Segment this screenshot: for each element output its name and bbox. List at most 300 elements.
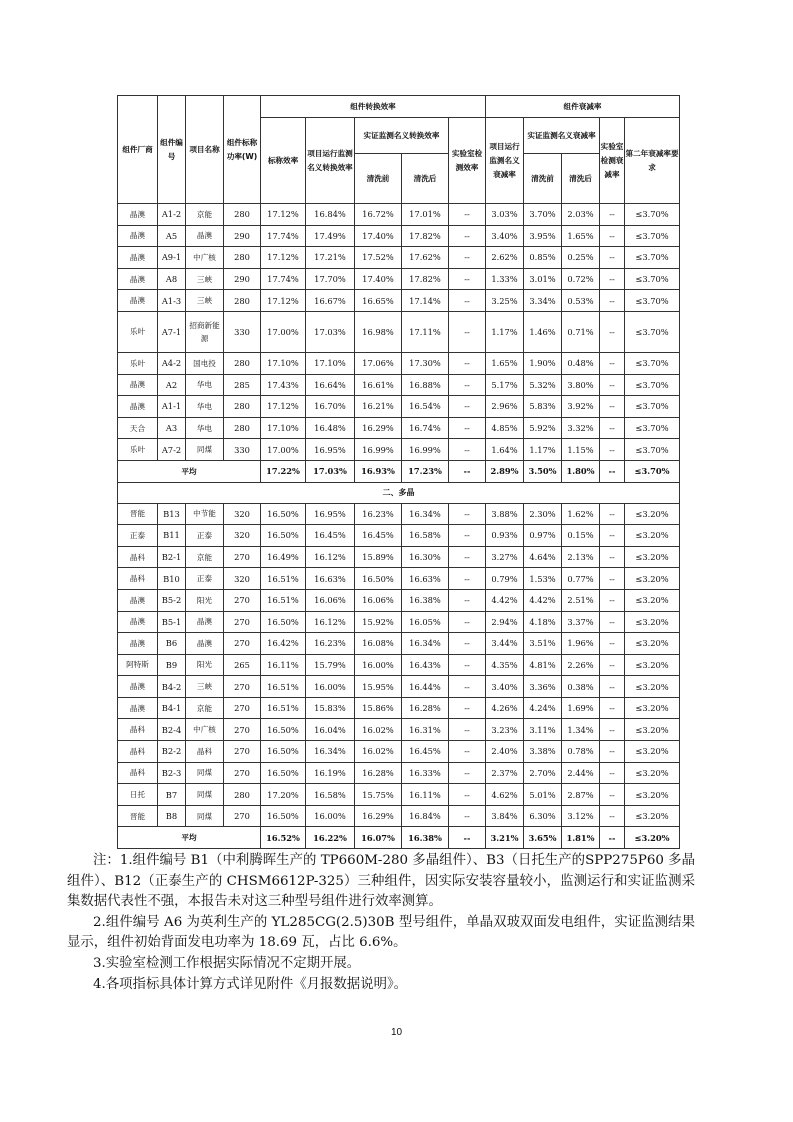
poly-cell: 16.45% (402, 741, 449, 763)
mono-section-body (118, 204, 680, 483)
mono-cell: 16.99% (355, 439, 402, 461)
poly-cell: 晶科 (186, 741, 224, 763)
poly-cell: ≤3.20% (625, 805, 680, 827)
poly-cell: B8 (158, 805, 186, 827)
poly-cell: 320 (224, 568, 261, 590)
poly-cell: ≤3.20% (625, 589, 680, 611)
poly-cell: B4-1 (158, 697, 186, 719)
mono-cell: 0.53% (562, 290, 600, 312)
mono-cell: 17.11% (402, 311, 449, 352)
mono-average-cell: 17.22% (261, 460, 306, 482)
mono-average-cell: 17.03% (306, 460, 355, 482)
poly-cell: 16.50% (261, 762, 306, 784)
mono-cell: A7-2 (158, 439, 186, 461)
poly-cell: B7 (158, 784, 186, 806)
poly-cell: 16.02% (355, 719, 402, 741)
mono-cell: 16.88% (402, 374, 449, 396)
poly-cell: -- (449, 525, 486, 547)
poly-cell: 1.62% (562, 503, 600, 525)
poly-cell: -- (600, 633, 625, 655)
poly-cell: -- (600, 546, 625, 568)
poly-cell: ≤3.20% (625, 762, 680, 784)
poly-average-cell: 3.65% (524, 827, 562, 849)
note-2: 2.组件编号 A6 为英利生产的 YL285CG(2.5)30B 型号组件，单晶双玻双面发电组件，实证监测结果显示，组件初始背面发电功率为 18.69 瓦，占比 6.6%。 (67, 914, 695, 951)
mono-cell: A5 (158, 225, 186, 247)
poly-cell: -- (449, 762, 486, 784)
poly-cell: 15.95% (355, 676, 402, 698)
poly-cell: 0.79% (486, 568, 524, 590)
mono-cell: ≤3.70% (625, 204, 680, 226)
poly-cell: ≤3.20% (625, 697, 680, 719)
poly-cell: 16.51% (261, 568, 306, 590)
poly-cell: 16.51% (261, 589, 306, 611)
mono-average-cell: 3.50% (524, 460, 562, 482)
poly-cell: 中节能 (186, 503, 224, 525)
poly-section-body (118, 503, 680, 849)
poly-cell: 16.63% (306, 568, 355, 590)
mono-cell: 280 (224, 247, 261, 269)
poly-cell: 2.94% (486, 611, 524, 633)
poly-cell: ≤3.20% (625, 546, 680, 568)
poly-cell: 3.12% (562, 805, 600, 827)
mono-cell: -- (600, 311, 625, 352)
poly-cell: 晶澳 (186, 611, 224, 633)
poly-cell: -- (449, 676, 486, 698)
poly-cell: -- (600, 525, 625, 547)
poly-cell: ≤3.20% (625, 654, 680, 676)
mono-row (118, 374, 680, 396)
poly-average-cell: 16.07% (355, 827, 402, 849)
poly-cell: ≤3.20% (625, 719, 680, 741)
mono-cell: 京能 (186, 204, 224, 226)
poly-cell: 15.75% (355, 784, 402, 806)
mono-cell: 17.12% (261, 204, 306, 226)
mono-cell: 16.72% (355, 204, 402, 226)
poly-cell: 4.26% (486, 697, 524, 719)
mono-cell: 5.83% (524, 396, 562, 418)
mono-average-cell: 17.23% (402, 460, 449, 482)
poly-average-cell: 平均 (118, 827, 261, 849)
poly-cell: 1.53% (524, 568, 562, 590)
poly-cell: 晋能 (118, 805, 158, 827)
poly-cell: 晶科 (118, 719, 158, 741)
mono-cell: 乐叶 (118, 352, 158, 374)
poly-cell: 0.97% (524, 525, 562, 547)
poly-cell: 晶科 (118, 568, 158, 590)
mono-cell: 2.96% (486, 396, 524, 418)
mono-cell: 16.95% (306, 439, 355, 461)
header-manufacturer: 组件厂商 (118, 96, 158, 204)
poly-cell: 15.89% (355, 546, 402, 568)
mono-cell: -- (449, 417, 486, 439)
mono-cell: 17.12% (261, 247, 306, 269)
poly-row (118, 741, 680, 763)
poly-cell: -- (600, 611, 625, 633)
mono-cell: ≤3.70% (625, 374, 680, 396)
mono-cell: 3.92% (562, 396, 600, 418)
poly-row (118, 568, 680, 590)
header-proj-decay: 项目运行监测名义衰减率 (486, 118, 524, 204)
mono-cell: A8 (158, 268, 186, 290)
mono-row (118, 290, 680, 312)
mono-cell: 晶澳 (118, 374, 158, 396)
poly-cell: 270 (224, 697, 261, 719)
poly-cell: 16.43% (402, 654, 449, 676)
poly-row (118, 762, 680, 784)
mono-cell: 招商新能源 (186, 311, 224, 352)
mono-row (118, 311, 680, 352)
mono-cell: ≤3.70% (625, 417, 680, 439)
poly-cell: 270 (224, 589, 261, 611)
mono-cell: 1.90% (524, 352, 562, 374)
poly-cell: -- (449, 741, 486, 763)
header-decay-before-clean: 清洗前 (524, 154, 562, 204)
poly-cell: -- (600, 568, 625, 590)
poly-cell: -- (600, 719, 625, 741)
poly-average-cell: 3.21% (486, 827, 524, 849)
poly-cell: ≤3.20% (625, 784, 680, 806)
poly-cell: 16.50% (261, 805, 306, 827)
poly-cell: ≤3.20% (625, 741, 680, 763)
poly-row (118, 503, 680, 525)
poly-cell: -- (449, 697, 486, 719)
poly-cell: 晶澳 (118, 589, 158, 611)
mono-cell: 2.03% (562, 204, 600, 226)
poly-cell: 4.81% (524, 654, 562, 676)
poly-cell: 同煤 (186, 805, 224, 827)
mono-cell: 17.52% (355, 247, 402, 269)
mono-cell: -- (449, 374, 486, 396)
poly-cell: 日托 (118, 784, 158, 806)
mono-cell: 16.61% (355, 374, 402, 396)
mono-cell: 17.40% (355, 225, 402, 247)
poly-cell: B2-3 (158, 762, 186, 784)
poly-cell: -- (600, 676, 625, 698)
poly-average-cell: 16.52% (261, 827, 306, 849)
poly-cell: 4.18% (524, 611, 562, 633)
poly-cell: 16.23% (306, 633, 355, 655)
mono-row (118, 225, 680, 247)
mono-cell: 3.03% (486, 204, 524, 226)
mono-cell: 三峡 (186, 290, 224, 312)
table-header (118, 96, 680, 204)
mono-average-cell: ≤3.70% (625, 460, 680, 482)
poly-cell: 2.40% (486, 741, 524, 763)
mono-cell: -- (600, 225, 625, 247)
poly-cell: 16.11% (261, 654, 306, 676)
poly-average-cell: 16.38% (402, 827, 449, 849)
poly-cell: B11 (158, 525, 186, 547)
poly-cell: B6 (158, 633, 186, 655)
poly-cell: -- (449, 805, 486, 827)
header-field-nominal-eff: 实证监测名义转换效率 (355, 118, 449, 154)
poly-cell: 270 (224, 546, 261, 568)
poly-cell: -- (600, 741, 625, 763)
poly-cell: -- (600, 805, 625, 827)
poly-cell: 2.87% (562, 784, 600, 806)
mono-cell: 17.06% (355, 352, 402, 374)
header-second-year: 第二年衰减率要求 (625, 118, 680, 204)
mono-cell: 天合 (118, 417, 158, 439)
mono-cell: 16.48% (306, 417, 355, 439)
poly-cell: 2.70% (524, 762, 562, 784)
poly-cell: 16.50% (261, 719, 306, 741)
mono-cell: 3.40% (486, 225, 524, 247)
mono-row (118, 247, 680, 269)
mono-cell: -- (449, 396, 486, 418)
poly-cell: 16.51% (261, 697, 306, 719)
mono-cell: 0.72% (562, 268, 600, 290)
poly-cell: 晶澳 (118, 611, 158, 633)
poly-cell: 16.29% (355, 805, 402, 827)
mono-row (118, 352, 680, 374)
poly-cell: 3.37% (562, 611, 600, 633)
mono-cell: 国电投 (186, 352, 224, 374)
poly-cell: 16.05% (402, 611, 449, 633)
mono-cell: ≤3.70% (625, 225, 680, 247)
poly-cell: 0.78% (562, 741, 600, 763)
mono-cell: 1.46% (524, 311, 562, 352)
poly-cell: 16.02% (355, 741, 402, 763)
header-eff-after-clean: 清洗后 (402, 154, 449, 204)
poly-cell: ≤3.20% (625, 503, 680, 525)
poly-row (118, 611, 680, 633)
poly-average-cell: ≤3.20% (625, 827, 680, 849)
poly-cell: B9 (158, 654, 186, 676)
poly-cell: -- (449, 503, 486, 525)
poly-cell: 3.51% (524, 633, 562, 655)
poly-cell: 正泰 (118, 525, 158, 547)
poly-cell: 16.58% (306, 784, 355, 806)
poly-cell: B4-2 (158, 676, 186, 698)
header-proj-nominal-eff: 项目运行监测名义转换效率 (306, 118, 355, 204)
poly-cell: -- (600, 784, 625, 806)
poly-cell: 3.27% (486, 546, 524, 568)
mono-cell: 17.21% (306, 247, 355, 269)
mono-cell: ≤3.70% (625, 268, 680, 290)
mono-cell: 16.64% (306, 374, 355, 396)
mono-cell: -- (600, 396, 625, 418)
poly-cell: 270 (224, 762, 261, 784)
header-group-conversion: 组件转换效率 (261, 96, 486, 118)
poly-cell: 4.24% (524, 697, 562, 719)
mono-cell: 17.10% (261, 417, 306, 439)
mono-cell: 华电 (186, 396, 224, 418)
poly-cell: 16.51% (261, 676, 306, 698)
poly-cell: 15.92% (355, 611, 402, 633)
poly-cell: 正泰 (186, 568, 224, 590)
poly-row (118, 805, 680, 827)
mono-cell: 0.71% (562, 311, 600, 352)
poly-cell: 3.11% (524, 719, 562, 741)
mono-cell: 17.62% (402, 247, 449, 269)
poly-average-cell: 1.81% (562, 827, 600, 849)
mono-cell: 17.40% (355, 268, 402, 290)
poly-cell: 16.00% (306, 676, 355, 698)
mono-cell: ≤3.70% (625, 247, 680, 269)
mono-cell: 3.95% (524, 225, 562, 247)
poly-cell: 16.95% (306, 503, 355, 525)
poly-cell: 3.36% (524, 676, 562, 698)
mono-cell: 17.01% (402, 204, 449, 226)
mono-cell: -- (600, 374, 625, 396)
poly-cell: 1.34% (562, 719, 600, 741)
mono-cell: 330 (224, 439, 261, 461)
poly-cell: 16.84% (402, 805, 449, 827)
poly-cell: 15.86% (355, 697, 402, 719)
poly-cell: 16.23% (355, 503, 402, 525)
mono-cell: 晶澳 (118, 204, 158, 226)
poly-cell: 4.42% (524, 589, 562, 611)
mono-cell: 3.80% (562, 374, 600, 396)
poly-cell: 0.15% (562, 525, 600, 547)
mono-cell: 16.84% (306, 204, 355, 226)
poly-cell: 晶澳 (118, 697, 158, 719)
poly-row (118, 525, 680, 547)
mono-cell: 2.62% (486, 247, 524, 269)
poly-cell: 16.49% (261, 546, 306, 568)
mono-cell: 17.30% (402, 352, 449, 374)
poly-cell: 1.69% (562, 697, 600, 719)
poly-cell: 3.38% (524, 741, 562, 763)
poly-cell: 4.42% (486, 589, 524, 611)
poly-row (118, 784, 680, 806)
mono-average-cell: -- (600, 460, 625, 482)
header-code: 组件编号 (158, 96, 186, 204)
poly-cell: -- (449, 568, 486, 590)
poly-cell: 2.51% (562, 589, 600, 611)
poly-cell: 2.26% (562, 654, 600, 676)
mono-average-cell: 2.89% (486, 460, 524, 482)
mono-cell: ≤3.70% (625, 290, 680, 312)
mono-cell: 晶澳 (118, 396, 158, 418)
mono-cell: 17.82% (402, 268, 449, 290)
mono-average-row (118, 460, 680, 482)
poly-cell: 320 (224, 525, 261, 547)
poly-cell: 4.35% (486, 654, 524, 676)
poly-cell: 265 (224, 654, 261, 676)
mono-cell: 晶澳 (118, 225, 158, 247)
mono-cell: 16.74% (402, 417, 449, 439)
mono-cell: A1-1 (158, 396, 186, 418)
poly-cell: 16.50% (261, 525, 306, 547)
mono-cell: 5.92% (524, 417, 562, 439)
mono-row (118, 396, 680, 418)
poly-cell: 阳光 (186, 589, 224, 611)
poly-cell: 270 (224, 719, 261, 741)
section-title-poly: 二、多晶 (118, 482, 680, 503)
mono-cell: A4-2 (158, 352, 186, 374)
mono-cell: 17.12% (261, 290, 306, 312)
mono-cell: 17.10% (306, 352, 355, 374)
mono-cell: 晶澳 (186, 225, 224, 247)
poly-cell: 16.31% (402, 719, 449, 741)
mono-cell: 17.82% (402, 225, 449, 247)
mono-cell: ≤3.70% (625, 311, 680, 352)
mono-cell: -- (449, 290, 486, 312)
poly-cell: 16.00% (306, 805, 355, 827)
mono-cell: 16.21% (355, 396, 402, 418)
mono-cell: -- (600, 439, 625, 461)
mono-average-cell: -- (449, 460, 486, 482)
mono-cell: 0.48% (562, 352, 600, 374)
mono-cell: 290 (224, 225, 261, 247)
poly-cell: ≤3.20% (625, 676, 680, 698)
mono-cell: 290 (224, 268, 261, 290)
poly-cell: B13 (158, 503, 186, 525)
poly-cell: -- (449, 546, 486, 568)
poly-row (118, 546, 680, 568)
header-lab-eff: 实验室检测效率 (449, 118, 486, 204)
poly-cell: 16.50% (261, 611, 306, 633)
poly-cell: 阿特斯 (118, 654, 158, 676)
header-decay-after-clean: 清洗后 (562, 154, 600, 204)
poly-cell: 0.93% (486, 525, 524, 547)
poly-cell: 阳光 (186, 654, 224, 676)
mono-cell: 330 (224, 311, 261, 352)
poly-cell: 16.12% (306, 546, 355, 568)
poly-cell: 晶科 (118, 762, 158, 784)
mono-cell: 280 (224, 290, 261, 312)
poly-cell: B2-1 (158, 546, 186, 568)
mono-cell: A1-3 (158, 290, 186, 312)
poly-row (118, 633, 680, 655)
poly-cell: 3.84% (486, 805, 524, 827)
poly-cell: 中广核 (186, 719, 224, 741)
poly-row (118, 719, 680, 741)
poly-cell: 16.33% (402, 762, 449, 784)
mono-cell: 17.70% (306, 268, 355, 290)
mono-cell: -- (449, 204, 486, 226)
poly-cell: 0.38% (562, 676, 600, 698)
note-1: 注：1.组件编号 B1（中利腾晖生产的 TP660M-280 多晶组件）、B3（日托生产的SPP275P60 多晶组件）、B12（正泰生产的 CHSM6612P-325）三种组件，因实际安装容量较小，监测运行和实证监测采集数据代表性不强，本报告未对这三种型号组件进行效率测算。 (67, 853, 695, 910)
note-3: 3.实验室检测工作根据实际情况不定期开展。 (93, 955, 361, 971)
mono-cell: -- (449, 352, 486, 374)
poly-cell: 京能 (186, 697, 224, 719)
mono-cell: -- (600, 268, 625, 290)
mono-cell: -- (600, 204, 625, 226)
mono-cell: -- (600, 290, 625, 312)
mono-cell: 17.74% (261, 268, 306, 290)
poly-cell: 2.37% (486, 762, 524, 784)
mono-cell: 16.67% (306, 290, 355, 312)
mono-cell: 17.14% (402, 290, 449, 312)
poly-cell: ≤3.20% (625, 633, 680, 655)
mono-cell: A1-2 (158, 204, 186, 226)
header-lab-decay: 实验室检测衰减率 (600, 118, 625, 204)
poly-cell: 京能 (186, 546, 224, 568)
mono-row (118, 268, 680, 290)
poly-cell: 16.19% (306, 762, 355, 784)
mono-cell: 0.85% (524, 247, 562, 269)
mono-cell: 1.65% (486, 352, 524, 374)
poly-cell: 3.40% (486, 676, 524, 698)
poly-cell: 晶澳 (118, 676, 158, 698)
mono-cell: -- (449, 311, 486, 352)
mono-row (118, 204, 680, 226)
poly-cell: 晶科 (118, 546, 158, 568)
header-eff-before-clean: 清洗前 (355, 154, 402, 204)
mono-average-cell: 1.80% (562, 460, 600, 482)
poly-cell: 2.44% (562, 762, 600, 784)
mono-cell: 1.15% (562, 439, 600, 461)
mono-cell: -- (449, 247, 486, 269)
mono-cell: 285 (224, 374, 261, 396)
poly-cell: ≤3.20% (625, 525, 680, 547)
poly-cell: 16.44% (402, 676, 449, 698)
poly-cell: 16.34% (402, 633, 449, 655)
mono-average-cell: 16.93% (355, 460, 402, 482)
